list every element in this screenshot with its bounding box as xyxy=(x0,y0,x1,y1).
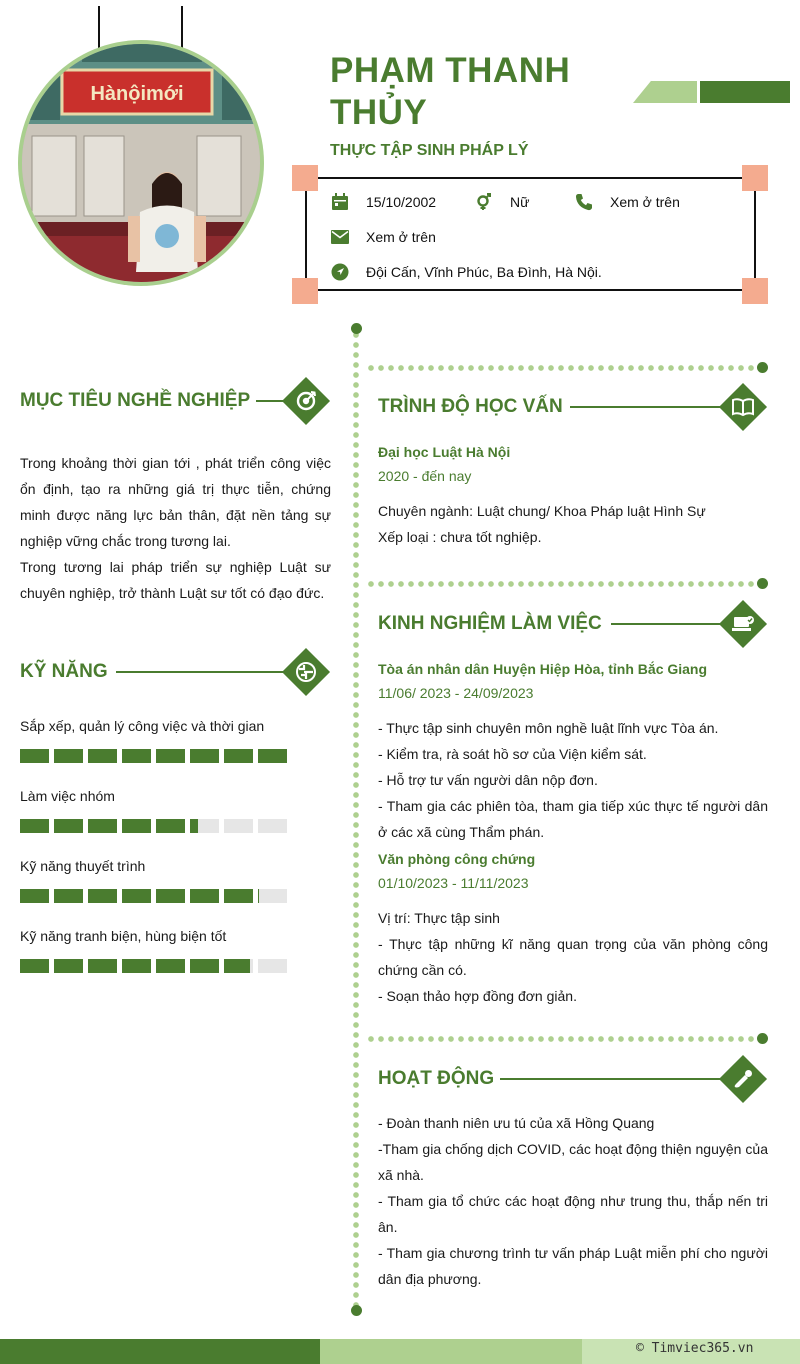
experience-line xyxy=(611,623,730,625)
skill-segment xyxy=(122,749,151,763)
skill-label-1: Sắp xếp, quản lý công việc và thời gian xyxy=(20,718,265,734)
skill-segment-fill xyxy=(20,889,49,903)
job-2-company: Văn phòng công chứng xyxy=(378,851,536,867)
timeline-dot-top xyxy=(351,323,362,334)
skill-bar-2 xyxy=(20,819,288,833)
skill-segment xyxy=(156,749,185,763)
job-1-details xyxy=(378,715,768,845)
skill-segment xyxy=(190,959,219,973)
activity-line-3: - Tham gia tổ chức các hoạt động như trung thu, thắp nến tri ân. xyxy=(378,1193,768,1235)
decor-bar xyxy=(700,81,790,103)
skill-segment-fill xyxy=(224,749,253,763)
skill-bar-3 xyxy=(20,889,288,903)
job-1-line-3: - Hỗ trợ tư vấn người dân nộp đơn. xyxy=(378,772,598,788)
activities-line xyxy=(500,1078,730,1080)
divider-activities xyxy=(366,1036,758,1042)
phone-value: Xem ở trên xyxy=(610,194,680,210)
skill-segment xyxy=(258,819,287,833)
job-1-period: 11/06/ 2023 - 24/09/2023 xyxy=(378,685,534,701)
divider-dot-activities xyxy=(757,1033,768,1044)
location-icon xyxy=(330,262,350,282)
skill-segment xyxy=(88,749,117,763)
divider-education xyxy=(366,365,758,371)
skill-segment xyxy=(88,959,117,973)
objective-title: MỤC TIÊU NGHỀ NGHIỆP xyxy=(20,390,251,411)
skill-segment-fill xyxy=(156,889,185,903)
activities-details xyxy=(378,1110,768,1292)
address-value: Đội Cấn, Vĩnh Phúc, Ba Đình, Hà Nội. xyxy=(366,264,602,280)
skill-segment xyxy=(156,819,185,833)
skill-label-4: Kỹ năng tranh biện, hùng biện tốt xyxy=(20,928,227,944)
skill-segment xyxy=(190,749,219,763)
footer-brand[interactable]: © Timviec365.vn xyxy=(636,1341,754,1356)
skill-segment xyxy=(224,959,253,973)
corner-br xyxy=(742,278,768,304)
skill-segment xyxy=(54,889,83,903)
job-2-details xyxy=(378,905,768,1009)
activity-icon xyxy=(731,1067,755,1091)
skill-segment-fill xyxy=(122,749,151,763)
divider-experience xyxy=(366,581,758,587)
divider-dot-education xyxy=(757,362,768,373)
skill-segment-fill xyxy=(190,889,219,903)
skill-segment xyxy=(54,959,83,973)
skill-segment xyxy=(122,819,151,833)
job-2-period: 01/10/2023 - 11/11/2023 xyxy=(378,875,529,891)
skill-segment-fill xyxy=(258,889,259,903)
timeline-vertical xyxy=(353,330,359,1312)
job-2-line-2: - Thực tập những kĩ năng quan trọng của văn phòng công chứng cần có. xyxy=(378,936,768,978)
job-2-line-3: - Soạn thảo hợp đồng đơn giản. xyxy=(378,988,577,1004)
skill-segment-fill xyxy=(122,889,151,903)
corner-tr xyxy=(742,165,768,191)
skill-bar-1 xyxy=(20,749,288,763)
target-icon xyxy=(294,389,318,413)
job-1-line-4: - Tham gia các phiên tòa, tham gia tiếp xúc thực tế người dân ở các xã cùng Thẩm phán. xyxy=(378,798,768,840)
education-details xyxy=(378,498,768,550)
skill-segment xyxy=(156,959,185,973)
hanging-line-right xyxy=(181,6,183,50)
profile-photo xyxy=(22,44,260,282)
skill-segment-fill xyxy=(20,819,49,833)
corner-tl xyxy=(292,165,318,191)
skill-segment xyxy=(258,749,287,763)
contact-phone xyxy=(574,192,680,212)
laptop-icon xyxy=(731,612,755,636)
activities-title: HOẠT ĐỘNG xyxy=(378,1068,495,1089)
skill-segment-fill xyxy=(54,889,83,903)
hanging-line-left xyxy=(98,6,100,50)
education-line xyxy=(570,406,730,408)
skill-label-2: Làm việc nhóm xyxy=(20,788,115,804)
divider-dot-experience xyxy=(757,578,768,589)
skill-segment xyxy=(258,889,287,903)
skill-segment-fill xyxy=(224,889,253,903)
gender-icon xyxy=(474,192,494,212)
footer-band-dark xyxy=(0,1339,320,1364)
skill-segment-fill xyxy=(190,819,198,833)
name-line-2: THỦY xyxy=(330,93,428,132)
skill-segment xyxy=(54,819,83,833)
skills-title: KỸ NĂNG xyxy=(20,661,108,682)
candidate-name xyxy=(330,50,610,134)
skills-line xyxy=(116,671,300,673)
education-period: 2020 - đến nay xyxy=(378,468,472,484)
calendar-icon xyxy=(330,192,350,212)
envelope-icon xyxy=(330,227,350,247)
footer-band-mid xyxy=(320,1339,582,1364)
skill-segment-fill xyxy=(224,959,250,973)
decor-parallelogram xyxy=(633,81,697,103)
job-1-company: Tòa án nhân dân Huyện Hiệp Hòa, tỉnh Bắc Giang xyxy=(378,661,708,677)
skill-segment xyxy=(224,889,253,903)
skill-segment xyxy=(224,749,253,763)
skill-segment xyxy=(20,819,49,833)
skill-segment-fill xyxy=(88,889,117,903)
skill-segment xyxy=(224,819,253,833)
skill-segment-fill xyxy=(88,959,117,973)
skill-segment xyxy=(156,889,185,903)
timeline-dot-bottom xyxy=(351,1305,362,1316)
education-line-1: Chuyên ngành: Luật chung/ Khoa Pháp luật Hình Sự xyxy=(378,503,706,519)
activity-line-1: - Đoàn thanh niên ưu tú của xã Hồng Quang xyxy=(378,1115,655,1131)
contact-email xyxy=(330,227,436,247)
skill-segment xyxy=(20,749,49,763)
name-line-1: PHẠM THANH xyxy=(330,51,571,90)
skill-segment-fill xyxy=(156,749,185,763)
contact-birthday xyxy=(330,192,436,212)
skill-segment-fill xyxy=(190,959,219,973)
job-1-line-2: - Kiểm tra, rà soát hồ sơ của Viện kiểm sát. xyxy=(378,746,647,762)
skill-segment xyxy=(20,959,49,973)
job-2-line-1: Vị trí: Thực tập sinh xyxy=(378,910,500,926)
skill-segment-fill xyxy=(88,819,117,833)
photo-sign-text: Hànộimới xyxy=(90,83,184,105)
skill-segment xyxy=(190,889,219,903)
skill-segment xyxy=(88,889,117,903)
skill-segment-fill xyxy=(54,819,83,833)
birthday-value: 15/10/2002 xyxy=(366,194,437,210)
objective-line-2: Trong tương lai pháp triển sự nghiệp Luật sư chuyên nghiệp, trở thành Luật sư tốt có đạo đức. xyxy=(20,559,331,601)
skill-segment-fill xyxy=(54,959,83,973)
job-title: THỰC TẬP SINH PHÁP LÝ xyxy=(330,142,529,159)
gender-value: Nữ xyxy=(510,194,530,210)
phone-icon xyxy=(574,192,594,212)
book-icon xyxy=(731,395,755,419)
skill-segment-fill xyxy=(190,749,219,763)
skill-segment-fill xyxy=(20,749,49,763)
skill-segment xyxy=(122,959,151,973)
skill-label-3: Kỹ năng thuyết trình xyxy=(20,858,146,874)
skill-segment-fill xyxy=(122,819,151,833)
skill-segment-fill xyxy=(88,749,117,763)
skill-segment xyxy=(20,889,49,903)
skill-segment-fill xyxy=(54,749,83,763)
skill-segment xyxy=(258,959,287,973)
puzzle-icon xyxy=(294,660,318,684)
corner-bl xyxy=(292,278,318,304)
objective-text xyxy=(20,450,331,606)
skill-segment-fill xyxy=(122,959,151,973)
skill-segment-fill xyxy=(20,959,49,973)
skill-segment-fill xyxy=(258,749,287,763)
skill-segment xyxy=(54,749,83,763)
skill-segment xyxy=(122,889,151,903)
skill-segment-fill xyxy=(156,819,185,833)
skill-segment xyxy=(190,819,219,833)
activity-line-4: - Tham gia chương trình tư vấn pháp Luật miễn phí cho người dân địa phương. xyxy=(378,1245,768,1287)
contact-gender xyxy=(474,192,529,212)
contact-address xyxy=(330,262,602,282)
education-line-2: Xếp loại : chưa tốt nghiệp. xyxy=(378,529,542,545)
education-school: Đại học Luật Hà Nội xyxy=(378,444,511,460)
job-1-line-1: - Thực tập sinh chuyên môn nghề luật lĩnh vực Tòa án. xyxy=(378,720,719,736)
skill-segment-fill xyxy=(156,959,185,973)
skill-segment xyxy=(88,819,117,833)
objective-line-1: Trong khoảng thời gian tới , phát triển công việc ổn định, tạo ra những giá trị thực tiễn, chứng minh được năng lực bản thân, đặt nền tảng sự nghiệp vững chắc trong tương lai. xyxy=(20,455,331,549)
activity-line-2: -Tham gia chống dịch COVID, các hoạt động thiện nguyện của xã nhà. xyxy=(378,1141,768,1183)
skill-bar-4 xyxy=(20,959,288,973)
experience-title: KINH NGHIỆM LÀM VIỆC xyxy=(378,613,602,634)
email-value: Xem ở trên xyxy=(366,229,436,245)
education-title: TRÌNH ĐỘ HỌC VẤN xyxy=(378,396,563,417)
